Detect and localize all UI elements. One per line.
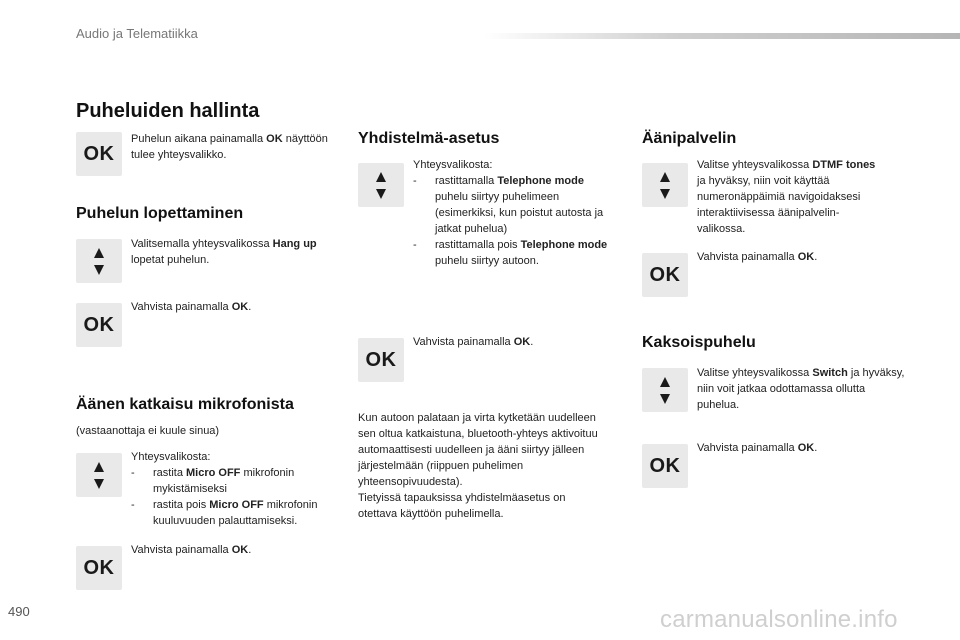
combination-confirm-text: Vahvista painamalla OK. xyxy=(413,336,534,348)
ok-button-icon: OK xyxy=(76,303,122,347)
arrow-up-icon xyxy=(376,172,386,182)
arrow-down-icon xyxy=(660,394,670,404)
arrow-down-icon xyxy=(376,189,386,199)
up-down-arrows-icon xyxy=(642,163,688,207)
ok-button-icon: OK xyxy=(358,338,404,382)
up-down-arrows-icon xyxy=(76,453,122,497)
end-call-confirm-text: Vahvista painamalla OK. xyxy=(131,301,252,313)
ok-button-icon: OK xyxy=(76,546,122,590)
combination-heading: Yhdistelmä-asetus xyxy=(358,130,500,147)
arrow-up-icon xyxy=(660,172,670,182)
mute-instructions xyxy=(131,449,331,529)
header-title: Audio ja Telematiikka xyxy=(76,26,198,41)
ok-button-icon: OK xyxy=(76,132,122,176)
double-call-select-text: Valitse yhteysvalikossa Switch ja hyväksy, niin voit jatkaa odottamassa ollutta puhelua. xyxy=(697,367,905,411)
combination-intro: Yhteysvalikosta: xyxy=(413,159,493,171)
combination-list xyxy=(413,173,619,269)
up-down-arrows-icon xyxy=(642,368,688,412)
arrow-down-icon xyxy=(660,189,670,199)
ok-button-icon: OK xyxy=(642,444,688,488)
mute-intro: Yhteysvalikosta: xyxy=(131,451,211,463)
list-item: - rastittamalla pois Telephone mode puhelu siirtyy autoon. xyxy=(413,239,608,267)
end-call-select-text: Valitsemalla yhteysvalikossa Hang up lopetat puhelun. xyxy=(131,238,317,266)
mute-confirm-text: Vahvista painamalla OK. xyxy=(131,544,252,556)
mute-note: (vastaanottaja ei kuule sinua) xyxy=(76,425,220,437)
voice-server-heading: Äänipalvelin xyxy=(642,130,737,147)
call-menu-text: Puhelun aikana painamalla OK näyttöön tulee yhteysvalikko. xyxy=(131,133,328,161)
combination-paragraph: Tietyissä tapauksissa yhdistelmäasetus on otettava käyttöön puhelimella. xyxy=(358,492,566,520)
ok-button-icon: OK xyxy=(642,253,688,297)
arrow-up-icon xyxy=(660,377,670,387)
combination-instructions xyxy=(413,157,619,269)
double-call-confirm-text: Vahvista painamalla OK. xyxy=(697,442,818,454)
list-item: - rastita pois Micro OFF mikrofonin kuuluvuuden palauttamiseksi. xyxy=(131,499,318,527)
up-down-arrows-icon xyxy=(358,163,404,207)
combination-paragraph: Kun autoon palataan ja virta kytketään uudelleen sen oltua katkaistuna, bluetooth-yhteys aktivoituu automaattisesti uudelleen ja ääni siirtyy jälleen järjestelmään (riippuen puhelimen yhteensopivuudesta). xyxy=(358,412,598,488)
mute-heading: Äänen katkaisu mikrofonista xyxy=(76,396,294,413)
double-call-heading: Kaksoispuhelu xyxy=(642,334,756,351)
page-title: Puheluiden hallinta xyxy=(76,100,260,122)
combination-info xyxy=(358,410,606,522)
arrow-down-icon xyxy=(94,265,104,275)
list-item: - rastita Micro OFF mikrofonin mykistämiseksi xyxy=(131,467,295,495)
up-down-arrows-icon xyxy=(76,239,122,283)
voice-server-select-text: Valitse yhteysvalikossa DTMF tones ja hyväksy, niin voit käyttää numeronäppäimiä navigoidaksesi interaktiivisessa äänipalvelin-valikossa. xyxy=(697,159,876,235)
end-call-heading: Puhelun lopettaminen xyxy=(76,205,244,222)
page-number: 490 xyxy=(8,604,30,619)
list-item: - rastittamalla Telephone mode puhelu siirtyy puhelimeen (esimerkiksi, kun poistut autosta ja jatkat puhelua) xyxy=(413,175,604,235)
mute-list xyxy=(131,465,331,529)
arrow-up-icon xyxy=(94,462,104,472)
voice-server-confirm-text: Vahvista painamalla OK. xyxy=(697,251,818,263)
watermark: carmanualsonline.info xyxy=(660,606,898,633)
arrow-down-icon xyxy=(94,479,104,489)
arrow-up-icon xyxy=(94,248,104,258)
header-divider xyxy=(484,33,960,39)
